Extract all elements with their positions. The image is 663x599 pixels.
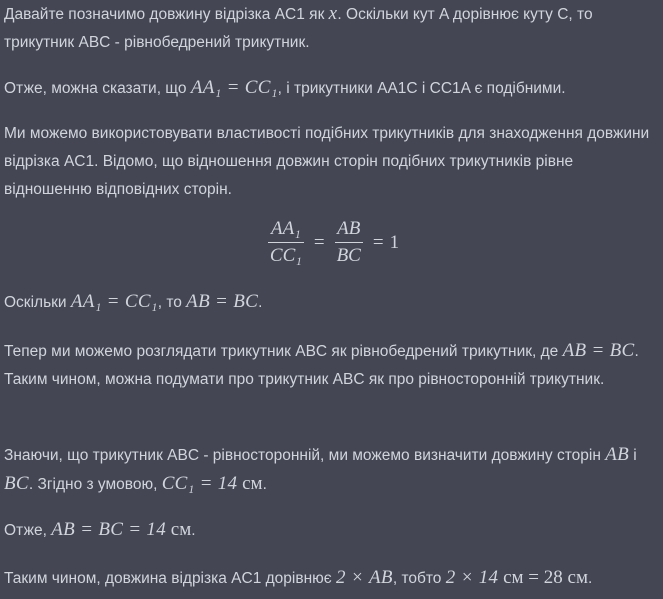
math-unit: см = 28 см xyxy=(498,567,588,588)
paragraph-6 xyxy=(4,441,657,499)
math-unit: см xyxy=(237,473,263,494)
text: . xyxy=(587,570,593,587)
text: , і трикутники AA1C і CC1A є подібними. xyxy=(277,80,566,97)
text: . xyxy=(258,294,263,311)
text: . xyxy=(262,476,267,493)
fraction-bar xyxy=(268,242,304,243)
fraction-ab-bc xyxy=(335,218,363,267)
text: . Таким чином, можна подумати про трикутник ABC як про рівносторонній трикутник. xyxy=(4,343,639,388)
text: Тепер ми можемо розглядати трикутник ABC як рівнобедрений трикутник, де xyxy=(4,343,563,360)
text: . Оскільки кут A дорівнює куту C, то трикутник ABC - рівнобедрений трикутник. xyxy=(4,6,593,51)
display-equation xyxy=(0,218,663,267)
text: , то xyxy=(157,294,187,311)
math-expression: CC₁ = 14 xyxy=(161,473,238,494)
paragraph-2 xyxy=(4,74,657,103)
paragraph-7 xyxy=(4,516,657,545)
math-expression: AB = BC xyxy=(186,291,259,312)
equation-result: 1 xyxy=(389,231,400,253)
denominator: BC xyxy=(336,245,361,266)
text: Оскільки xyxy=(4,294,71,311)
text: . xyxy=(191,522,196,539)
fraction-aa1-cc1 xyxy=(268,218,304,267)
equals-sign: = xyxy=(313,231,325,253)
fraction-bar xyxy=(335,242,363,243)
denominator: CC₁ xyxy=(269,245,302,266)
math-x: x xyxy=(328,3,338,24)
math-expression: AB = BC xyxy=(562,340,635,361)
text: і xyxy=(629,447,637,464)
math-expression: 2 × 14 xyxy=(445,567,499,588)
numerator: AA₁ xyxy=(270,218,301,239)
text: Знаючи, що трикутник ABC - рівносторонній, ми можемо визначити довжину сторін xyxy=(4,447,606,464)
math-unit: см xyxy=(166,519,192,540)
math-expression: AB = BC = 14 xyxy=(51,519,167,540)
paragraph-5 xyxy=(4,337,657,394)
math-expression: BC xyxy=(4,473,29,494)
text: . Згідно з умовою, xyxy=(28,476,162,493)
text: Давайте позначимо довжину відрізка AC1 як xyxy=(4,6,329,23)
paragraph-8 xyxy=(4,564,657,593)
text: Отже, xyxy=(4,522,52,539)
equals-sign: = xyxy=(372,231,384,253)
math-expression: AB xyxy=(605,444,629,465)
math-expression: 2 × AB xyxy=(335,567,393,588)
paragraph-3: Ми можемо використовувати властивості подібних трикутників для знаходження довжини відрізка AC1. Відомо, що відношення довжин сторін подібних трикутників рівне відношенню відповідних сторін. xyxy=(4,125,650,198)
text: Отже, можна сказати, що xyxy=(4,80,191,97)
text: , тобто xyxy=(392,570,446,587)
math-expression: AA₁ = CC₁ xyxy=(70,291,158,312)
numerator: AB xyxy=(337,218,361,239)
text: Таким чином, довжина відрізка AC1 дорівнює xyxy=(4,570,336,587)
paragraph-1 xyxy=(4,0,657,57)
paragraph-4 xyxy=(4,288,657,317)
math-expression: AA₁ = CC₁ xyxy=(190,77,278,98)
